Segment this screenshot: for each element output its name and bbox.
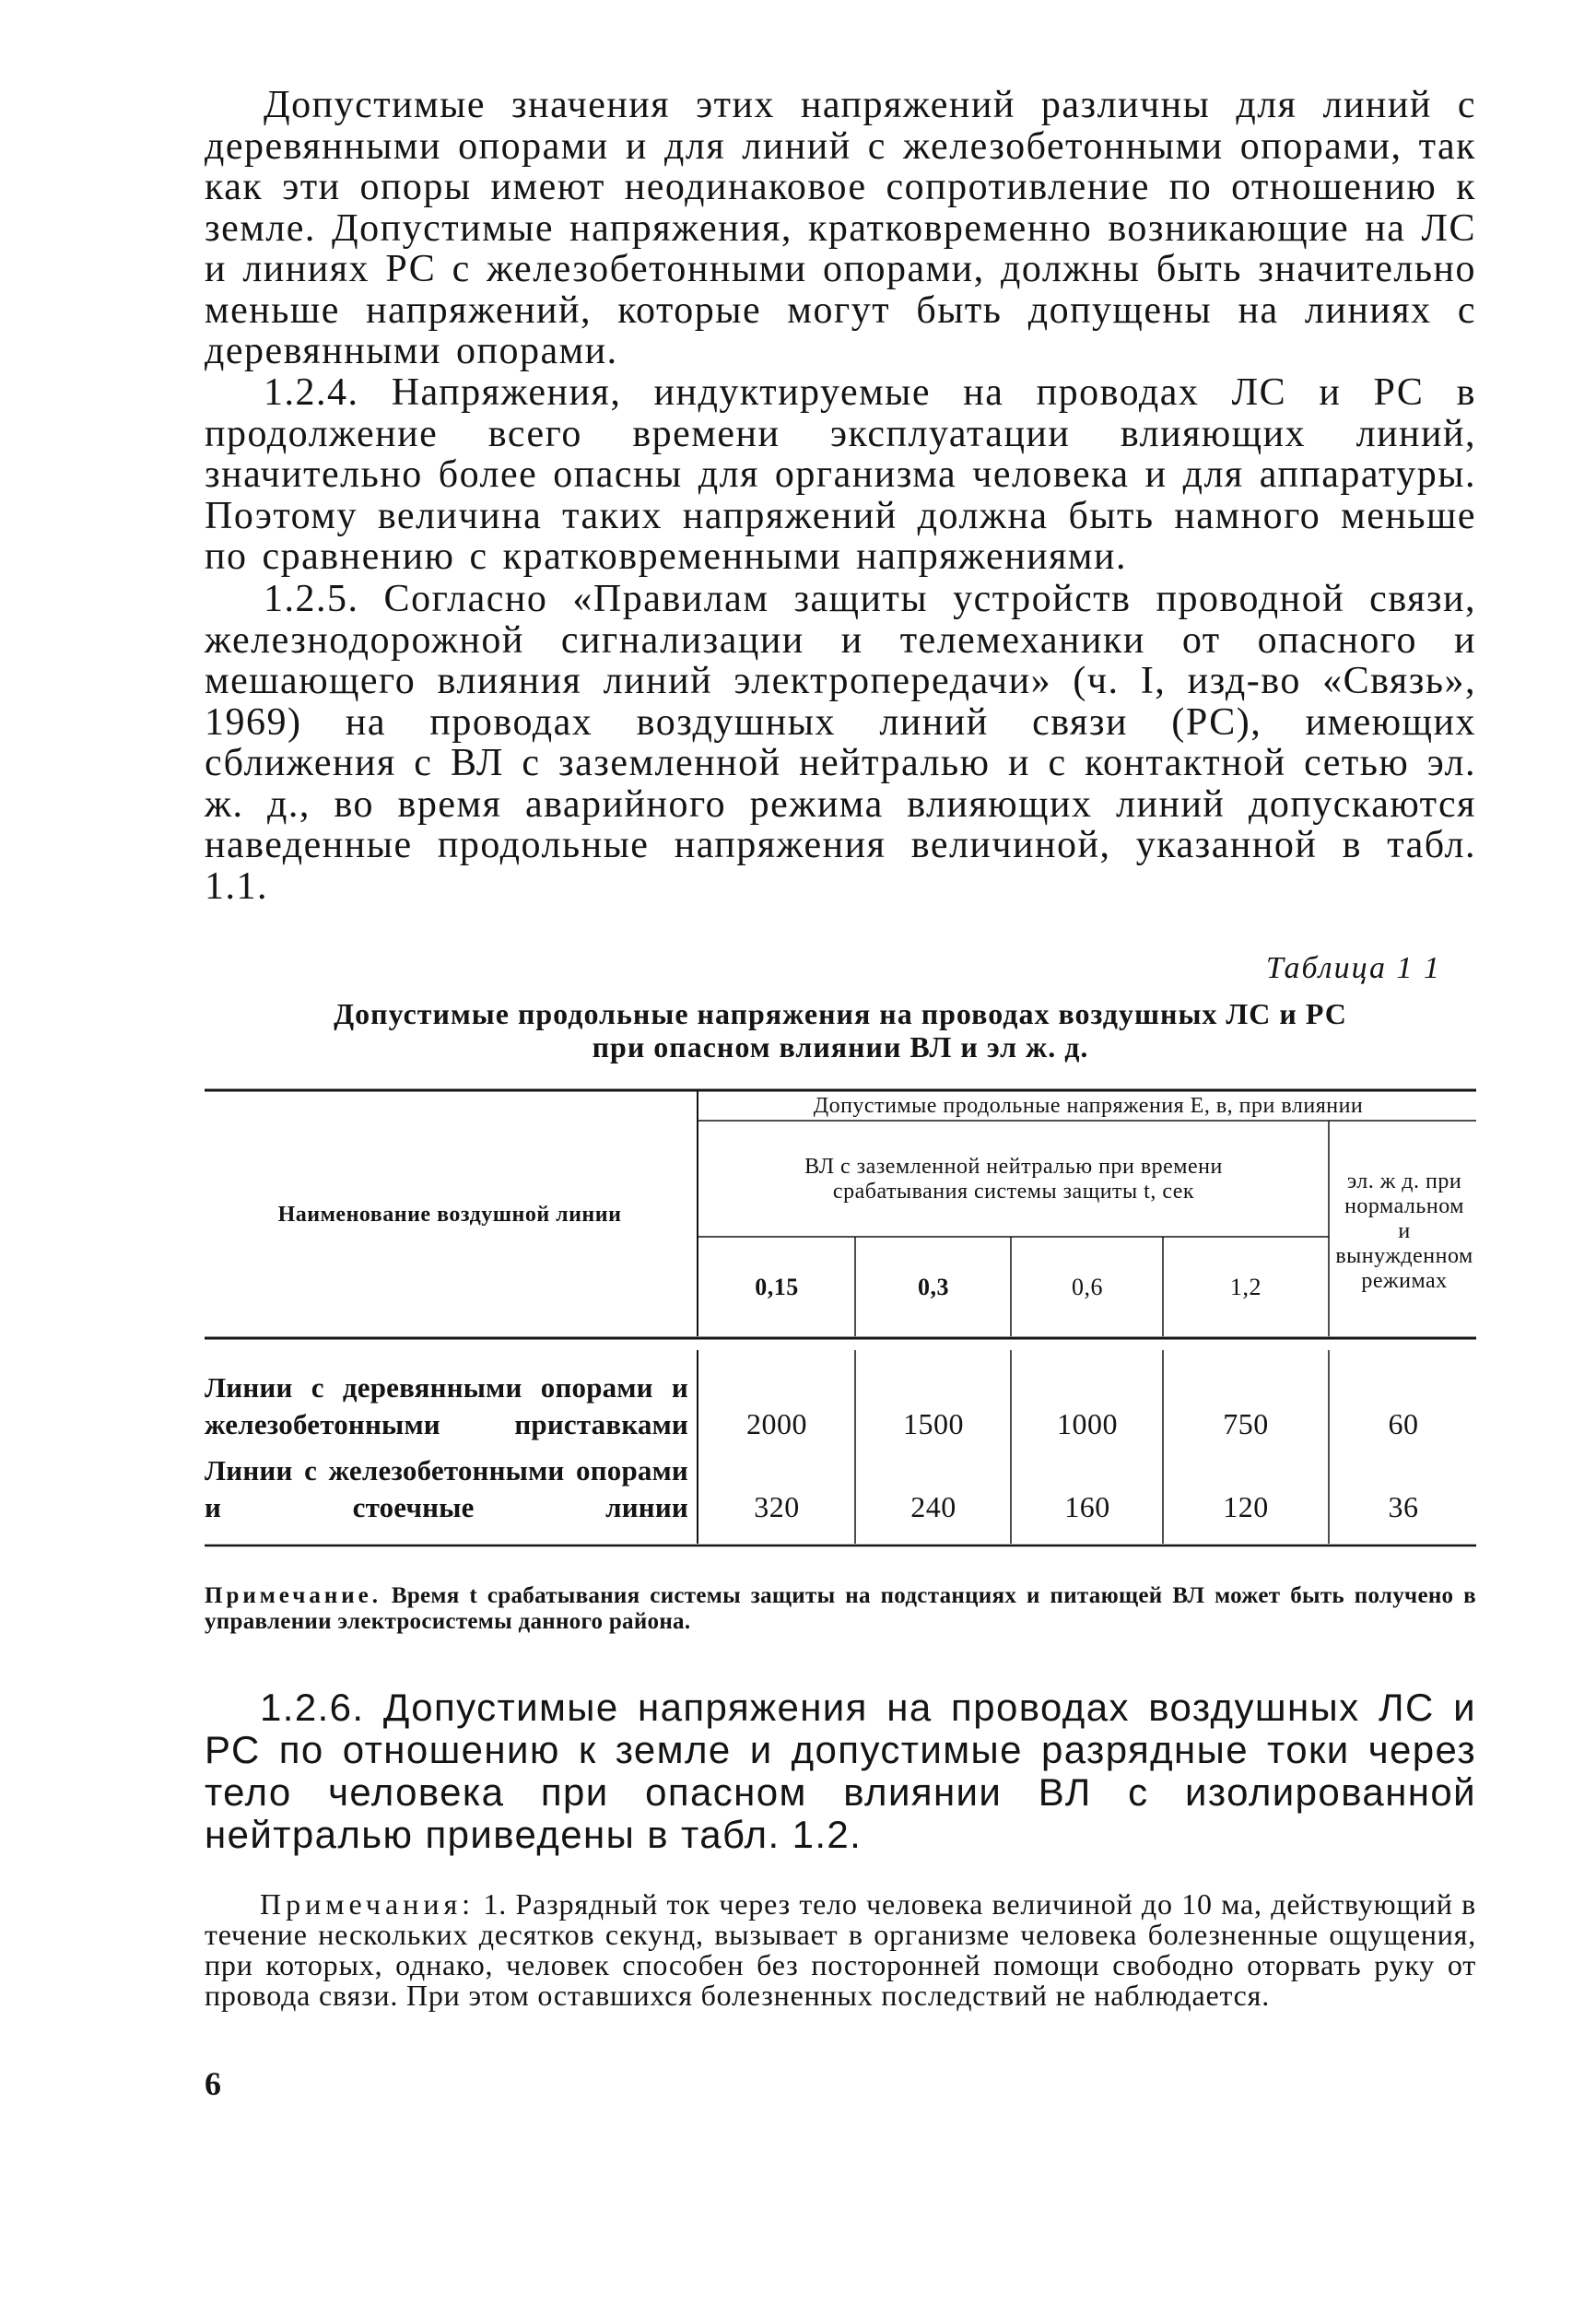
table-header-railway: эл. ж д. при нормальном и вынужденном режимах — [1335, 1169, 1473, 1293]
notes-block — [205, 1889, 1476, 2011]
table-header-vl-line-2: срабатывания системы защиты t, сек — [832, 1180, 1195, 1204]
table-caption: Таблица 1 1 — [1265, 951, 1441, 985]
table-row-1-value-1-2: 750 — [1223, 1407, 1269, 1440]
table-header-vl-line-1: ВЛ с заземленной нейтралью при времени — [804, 1155, 1223, 1179]
table-row-1-value-0-3: 1500 — [903, 1407, 964, 1440]
table-note — [205, 1583, 1476, 1635]
table-row-2-value-0-3: 240 — [910, 1490, 956, 1523]
table-row-2-label: Линии с железобетонными опорами и стоечные линии — [205, 1454, 688, 1523]
paragraph-1-2-4-text: 1.2.4. Напряжения, индуктируемые на проводах ЛС и РС в продолжение всего времени эксплуатации влияющих линий, значительно более опасны для организма человека и для аппаратуры. Поэтому величина таких напряжений должна быть намного меньше по сравнению с кратковременными напряжениями. — [205, 371, 1476, 578]
paragraph-1-2-4 — [205, 372, 1476, 578]
notes-prefix: Примечания: — [260, 1887, 475, 1921]
table-row-1-value-0-15: 2000 — [746, 1407, 807, 1440]
paragraph-intro-text: Допустимые значения этих напряжений различны для линий с деревянными опорами и для линий с железобетонными опорами, так как эти опоры имеют неодинаковое сопротивление по отношению к земле. Допустимые напряжения, кратковременно возникающие на ЛС и линиях РС с железобетонными опорами, должны быть значительно меньше напряжений, которые могут быть допущены на линиях с деревянными опорами. — [205, 84, 1476, 372]
table-header-vl — [700, 1124, 1327, 1235]
table-header-permitted-voltage: Допустимые продольные напряжения E, в, при влиянии — [813, 1094, 1364, 1118]
table-header-line-name: Наименование воздушной линии — [277, 1203, 622, 1227]
paragraph-1-2-5-text: 1.2.5. Согласно «Правилам защиты устройств проводной связи, железнодорожной сигнализации и телемеханики от опасного и мешающего влияния линий электропередачи» (ч. I, изд-во «Связь», 1969) на проводах воздушных линий связи (РС), имеющих сближения с ВЛ с заземленной нейтралью и с контактной сетью эл. ж. д., во время аварийного режима влияющих линий допускаются наведенные продольные напряжения величиной, указанной в табл. 1.1. — [205, 578, 1476, 908]
table-row-2-value-0-6: 160 — [1064, 1490, 1110, 1523]
table-row-1-label: Линии с деревянными опорами и железобетонными приставками — [205, 1371, 688, 1440]
table-row-1-value-0-6: 1000 — [1057, 1407, 1118, 1440]
table-row-2-value-1-2: 120 — [1223, 1490, 1269, 1523]
table-title-line-1: Допустимые продольные напряжения на проводах воздушных ЛС и РС — [334, 997, 1347, 1030]
table-row-1-value-railway: 60 — [1388, 1407, 1419, 1440]
paragraph-1-2-6-text: 1.2.6. Допустимые напряжения на проводах воздушных ЛС и РС по отношению к земле и допустимые разрядные токи через тело человека при опасном влиянии ВЛ с изолированной нейтралью приведены в табл. 1.2. — [205, 1686, 1476, 1856]
table-header-time-0-6: 0,6 — [1072, 1274, 1103, 1300]
table-title-line-2: при опасном влиянии ВЛ и эл ж. д. — [592, 1030, 1089, 1063]
table-row-2-value-railway: 36 — [1388, 1490, 1419, 1523]
page-number: 6 — [205, 2065, 221, 2102]
paragraph-1-2-6 — [205, 1686, 1476, 1856]
notes-text: 1. Разрядный ток через тело человека величиной до 10 ма, действующий в течение нескольких десятков секунд, вызывает в организме человека болезненные ощущения, при которых, однако, человек способен без посторонней помощи свободно оторвать руку от провода связи. При этом оставшихся болезненных последствий не наблюдается. — [205, 1887, 1476, 2012]
voltage-table — [205, 1087, 1476, 1567]
table-title — [205, 997, 1476, 1063]
table-header-time-0-3: 0,3 — [918, 1274, 949, 1300]
table-header-time-1-2: 1,2 — [1230, 1274, 1262, 1300]
table-note-text: Время t срабатывания системы защиты на подстанциях и питающей ВЛ может быть получено в управлении электросистемы данного района. — [205, 1583, 1476, 1634]
table-header-time-0-15: 0,15 — [755, 1274, 799, 1300]
table-row-2-value-0-15: 320 — [754, 1490, 800, 1523]
paragraph-intro — [205, 85, 1476, 372]
paragraph-1-2-5 — [205, 579, 1476, 907]
table-note-prefix: Примечание. — [205, 1583, 382, 1608]
